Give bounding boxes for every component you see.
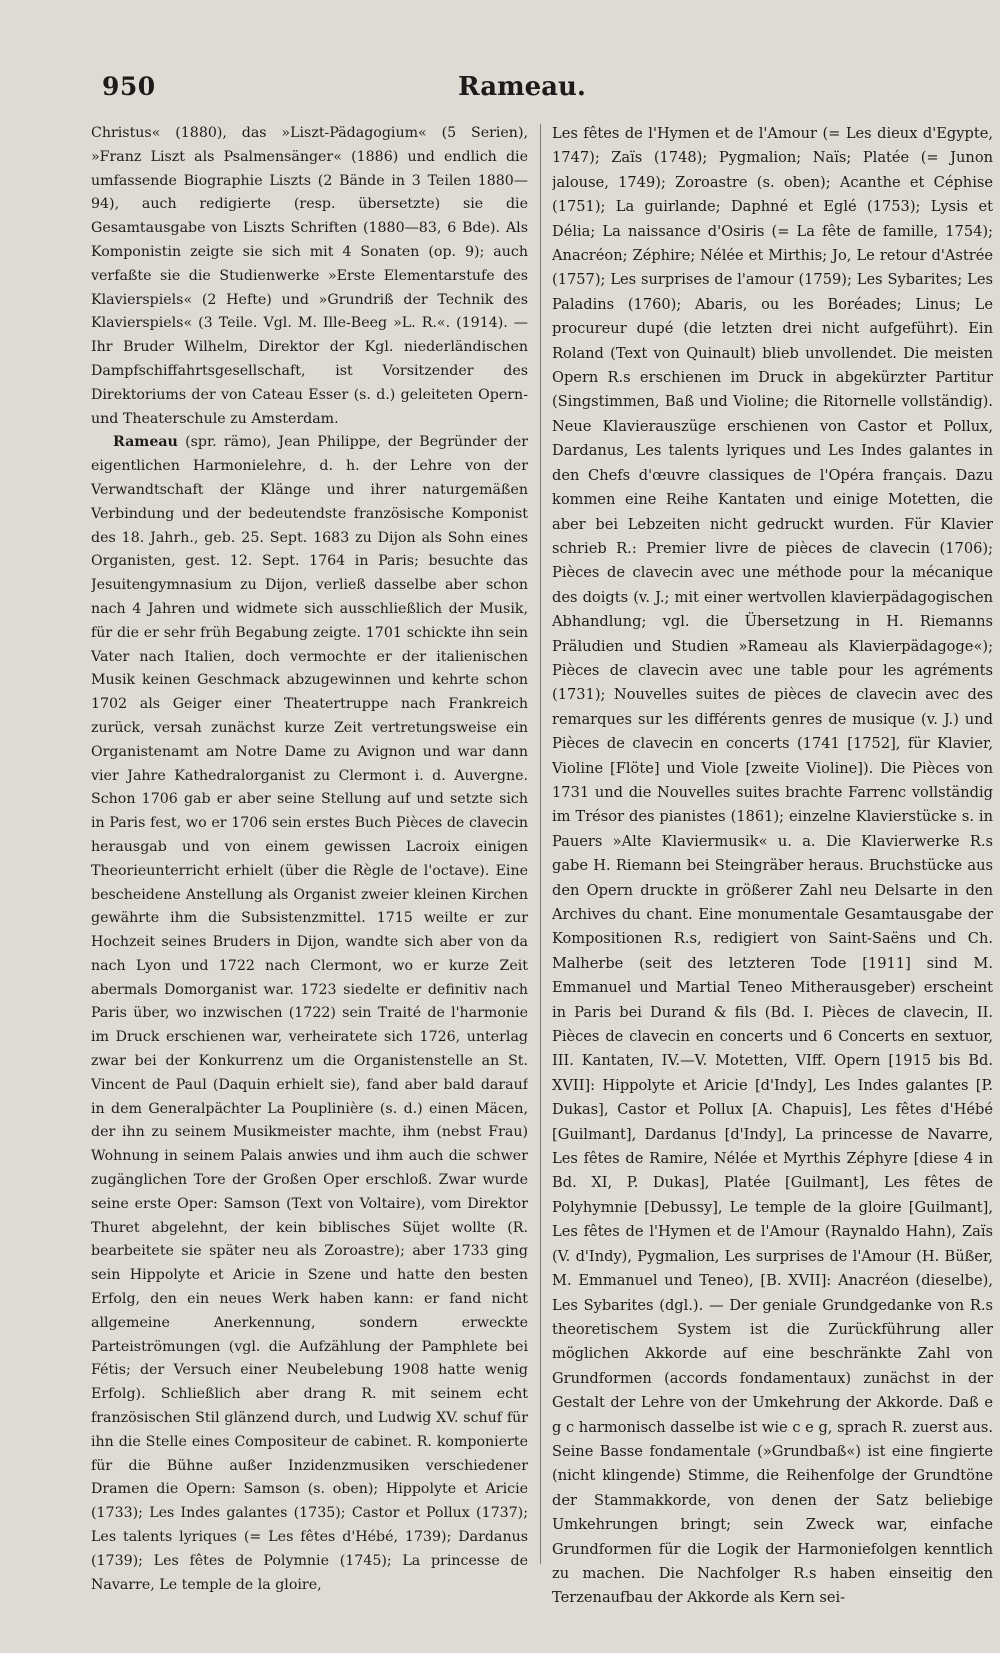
right-column [552, 122, 993, 1632]
running-head: Rameau. [458, 72, 586, 102]
page-header [102, 72, 942, 106]
left-paragraph-1: Christus« (1880), das »Liszt-Pädagogium« (5 Serien), »Franz Liszt als Psalmensänger« (1886) und endlich die umfassende Biographie Liszts (2 Bände in 3 Teilen 1880—94), auch redigierte (resp. übersetzte) sie die Gesamtausgabe von Liszts Schriften (1880—83, 6 Bde). Als Komponistin zeigte sie sich mit 4 Sonaten (op. 9); auch verfaßte sie die Studienwerke »Erste Elementarstufe des Klavierspiels« (2 Hefte) und »Grundriß der Technik des Klavierspiels« (3 Teile. Vgl. M. Ille-Beeg »L. R.«. (1914). — Ihr Bruder Wilhelm, Direktor der Kgl. niederländischen Dampfschiffahrtsgesellschaft, ist Vorsitzender des Direktoriums der von Cateau Esser (s. d.) geleiteten Opern- und Theaterschule zu Amsterdam. [91, 125, 528, 427]
entry-body: (spr. rämo), Jean Philippe, der Begründer der eigentlichen Harmonielehre, d. h. der Lehre von der Verwandtschaft der Klänge und ihrer naturgemäßen Verbindung und der bedeutendste französische Komponist des 18. Jahrh., geb. 25. Sept. 1683 zu Dijon als Sohn eines Organisten, gest. 12. Sept. 1764 in Paris; besuchte das Jesuitengymnasium zu Dijon, verließ dasselbe aber schon nach 4 Jahren und widmete sich ausschließlich der Musik, für die er sehr früh Begabung zeigte. 1701 schickte ihn sein Vater nach Italien, doch vermochte er der italienischen Musik keinen Geschmack abzugewinnen und kehrte schon 1702 als Geiger einer Theatertruppe nach Frankreich zurück, versah zunächst kurze Zeit vertretungsweise ein Organistenamt am Notre Dame zu Avignon und war dann vier Jahre Kathedralorganist zu Clermont i. d. Auvergne. Schon 1706 gab er aber seine Stellung auf und setzte sich in Paris fest, wo er 1706 sein erstes Buch Pièces de clavecin herausgab und von einem gewissen Lacroix einigen Theorieunterricht erhielt (über die Règle de l'octave). Eine bescheidene Anstellung als Organist zweier kleinen Kirchen gewährte ihm die Subsistenzmittel. 1715 weilte er zur Hochzeit seines Bruders in Dijon, wandte sich aber von da nach Lyon und 1722 nach Clermont, wo er kurze Zeit abermals Domorganist war. 1723 siedelte er definitiv nach Paris über, wo inzwischen (1722) sein Traité de l'harmonie im Druck erschienen war, verheiratete sich 1726, unterlag zwar bei der Konkurrenz um die Organistenstelle an St. Vincent de Paul (Daquin erhielt sie), fand aber bald darauf in dem Generalpächter La Pouplinière (s. d.) einen Mäcen, der ihn zu seinem Musikmeister machte, ihm (nebst Frau) Wohnung in seinem Palais anwies und ihm auch die schwer zugänglichen Tore der Großen Oper erschloß. Zwar wurde seine erste Oper: Samson (Text von Voltaire), vom Direktor Thuret abgelehnt, der kein biblisches Süjet wollte (R. bearbeitete sie später neu als Zoroastre); aber 1733 ging sein Hippolyte et Aricie in Szene und hatte den besten Erfolg, den ein neues Werk haben kann: er fand nicht allgemeine Anerkennung, sondern erweckte Parteiströmungen (vgl. die Aufzählung der Pamphlete bei Fétis; der Versuch einer Neubelebung 1908 hatte wenig Erfolg). Schließlich aber drang R. mit seinem echt französischen Stil glänzend durch, und Ludwig XV. schuf für ihn die Stelle eines Compositeur de cabinet. R. komponierte für die Bühne außer Inzidenzmusiken verschiedener Dramen die Opern: Samson (s. oben); Hippolyte et Aricie (1733); Les Indes galantes (1735); Castor et Pollux (1737); Les talents lyriques (= Les fêtes d'Hébé, 1739); Dardanus (1739); Les fêtes de Polymnie (1745); La princesse de Navarre, Le temple de la gloire, [91, 434, 528, 1593]
entry-lemma: Rameau [113, 434, 178, 451]
right-paragraph-1: Les fêtes de l'Hymen et de l'Amour (= Les dieux d'Egypte, 1747); Zaïs (1748); Pygmalion; Naïs; Platée (= Junon jalouse, 1749); Zoroastre (s. oben); Acanthe et Céphise (1751); La guirlande; Daphné et Eglé (1753); Lysis et Délia; La naissance d'Osiris (= La fête de famille, 1754); Anacréon; Zéphire; Nélée et Mirthis; Jo, Le retour d'Astrée (1757); Les surprises de l'amour (1759); Les Sybarites; Les Paladins (1760); Abaris, ou les Boréades; Linus; Le procureur dupé (die letzten drei nicht aufgeführt). Ein Roland (Text von Quinault) blieb unvollendet. Die meisten Opern R.s erschienen im Druck in abgekürzter Partitur (Singstimmen, Baß und Violine; die Ritornelle vollständig). Neue Klavierauszüge erschienen von Castor et Pollux, Dardanus, Les talents lyriques und Les Indes galantes in den Chefs d'œuvre classiques de l'Opéra français. Dazu kommen eine Reihe Kantaten und einige Motetten, die aber bei Lebzeiten nicht gedruckt wurden. Für Klavier schrieb R.: Premier livre de pièces de clavecin (1706); Pièces de clavecin avec une méthode pour la mécanique des doigts (v. J.; mit einer wertvollen klavierpädagogischen Abhandlung; vgl. die Übersetzung in H. Riemanns Präludien und Studien »Rameau als Klavierpädagoge«); Pièces de clavecin avec une table pour les agréments (1731); Nouvelles suites de pièces de clavecin avec des remarques sur les différents genres de musique (v. J.) und Pièces de clavecin en concerts (1741 [1752], für Klavier, Violine [Flöte] und Viole [zweite Violine]). Die Pièces von 1731 und die Nouvelles suites brachte Farrenc vollständig im Trésor des pianistes (1861); einzelne Klavierstücke s. in Pauers »Alte Klaviermusik« u. a. Die Klavierwerke R.s gabe H. Riemann bei Steingräber heraus. Bruchstücke aus den Opern druckte in größerer Zahl neu Delsarte in den Archives du chant. Eine monumentale Gesamtausgabe der Kompositionen R.s, redigiert von Saint-Saëns und Ch. Malherbe (seit des letzteren Tode [1911] sind M. Emmanuel und Martial Teneo Mitherausgeber) erscheint in Paris bei Durand & fils (Bd. I. Pièces de clavecin, II. Pièces de clavecin en concerts und 6 Concerts en sextuor, III. Kantaten, IV.—V. Motetten, VIff. Opern [1915 bis Bd. XVII]: Hippolyte et Aricie [d'Indy], Les Indes galantes [P. Dukas], Castor et Pollux [A. Chapuis], Les fêtes d'Hébé [Guilmant], Dardanus [d'Indy], La princesse de Navarre, Les fêtes de Ramire, Nélée et Myrthis Zéphyre [diese 4 in Bd. XI, P. Dukas], Platée [Guilmant], Les fêtes de Polyhymnie [Debussy], Le temple de la gloire [Guilmant], Les fêtes de l'Hymen et de l'Amour (Raynaldo Hahn), Zaïs (V. d'Indy), Pygmalion, Les surprises de l'Amour (H. Büßer, M. Emmanuel und Teneo), [B. XVII]: Anacréon (dieselbe), Les Sybarites (dgl.). — Der geniale Grundgedanke von R.s theoretischem System ist die Zurückführung aller möglichen Akkorde auf eine beschränkte Zahl von Grundformen (accords fondamentaux) zunächst in der Gestalt der Lehre von der Umkehrung der Akkorde. Daß e g c harmonisch dasselbe ist wie c e g, sprach R. zuerst aus. Seine Basse fondamentale (»Grundbaß«) ist eine fingierte (nicht klingende) Stimme, die Reihenfolge der Grundtöne der Stammakkorde, von denen der Satz beliebige Umkehrungen bringt; sein Zweck war, einfache Grundformen für die Logik der Harmoniefolgen kenntlich zu machen. Die Nachfolger R.s haben einseitig den Terzenaufbau der Akkorde als Kern sei- [552, 125, 993, 1607]
entry-rameau [91, 431, 528, 1597]
text-columns [91, 122, 999, 1642]
page-number: 950 [102, 72, 156, 101]
left-column [91, 122, 528, 1632]
column-divider [540, 124, 541, 1564]
